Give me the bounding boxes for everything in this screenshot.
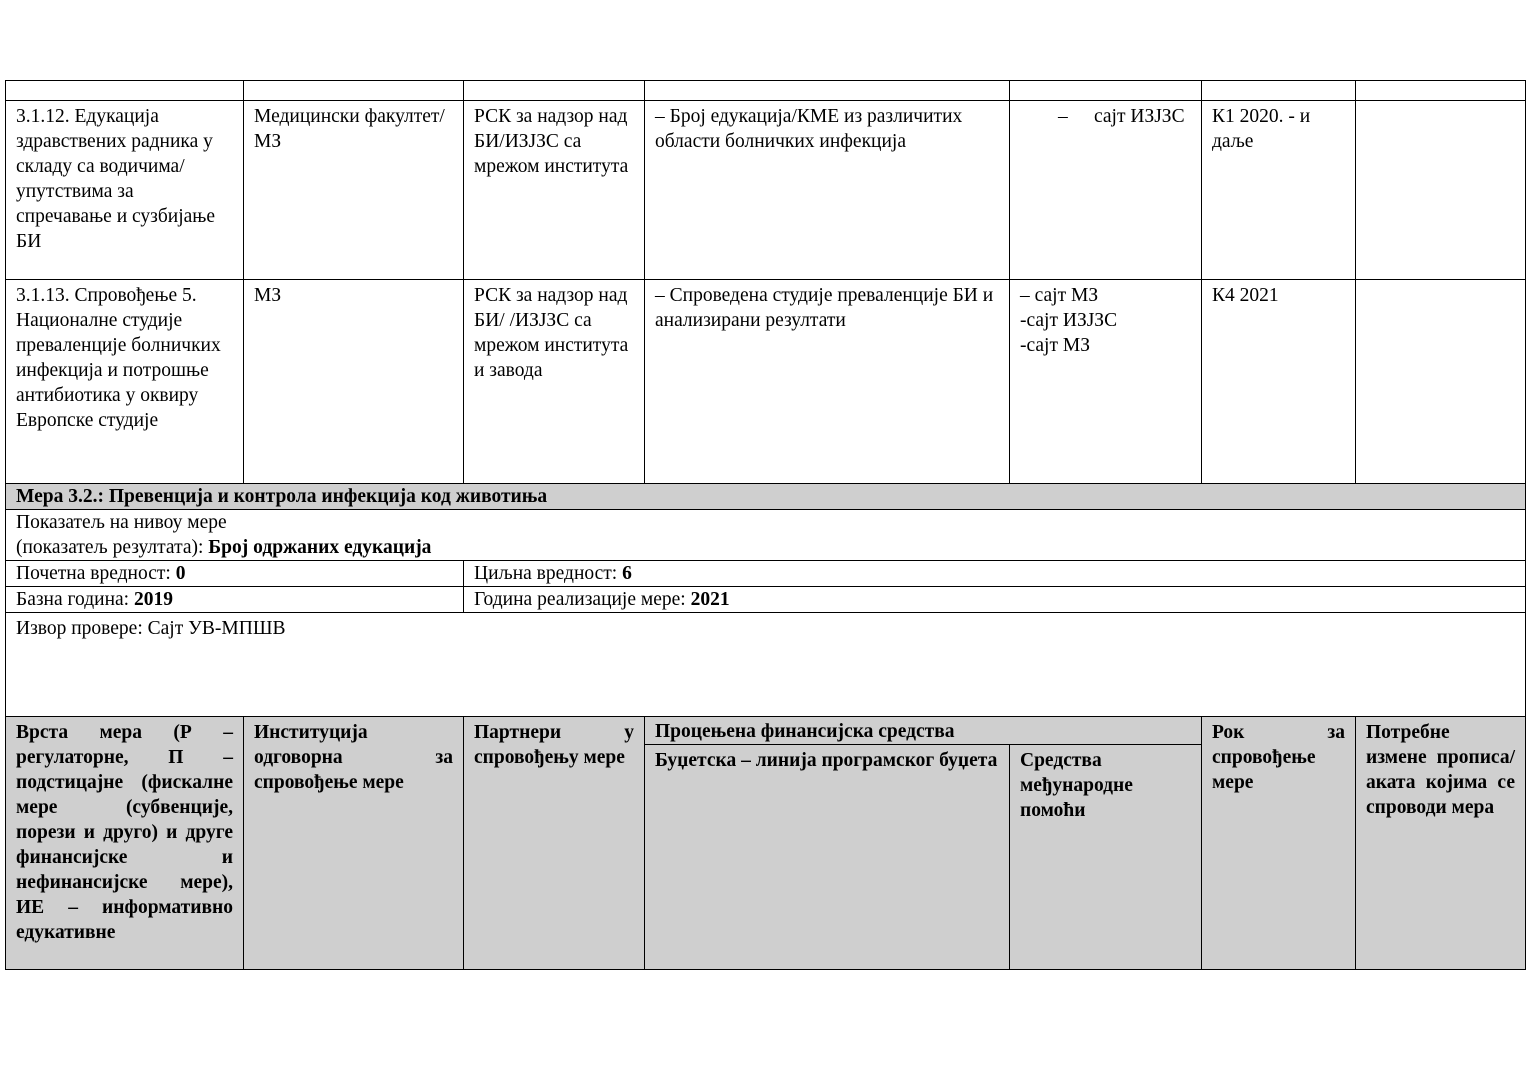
header-changes: Потребне измене прописа/аката којима се спроводи мера — [1356, 717, 1526, 970]
table-row — [6, 280, 1526, 484]
target-value: 6 — [622, 563, 632, 584]
realization-year-cell — [464, 587, 1526, 613]
indicator-label: Показатељ на нивоу мере — [16, 512, 227, 533]
start-value: 0 — [175, 563, 186, 584]
start-label: Почетна вредност: — [16, 563, 176, 584]
partners-cell: РСК за надзор над БИ/ИЗЈЗС са мрежом института — [464, 101, 645, 280]
source-cell — [1010, 101, 1202, 280]
source-cell: – сајт МЗ -сајт ИЗЈЗС -сајт МЗ — [1010, 280, 1202, 484]
verification-source: Извор провере: Сајт УВ-МПШВ — [6, 613, 1526, 717]
header-row — [6, 717, 1526, 745]
target-label: Циљна вредност: — [474, 563, 623, 584]
deadline-cell: К1 2020. - и даље — [1202, 101, 1356, 280]
changes-cell — [1356, 280, 1526, 484]
values-row — [6, 561, 1526, 587]
source-dash: – — [1058, 106, 1068, 127]
institution-cell: Медицински факултет/ МЗ — [244, 101, 464, 280]
indicator-row — [6, 510, 1526, 561]
indicator-value: Број одржаних едукација — [208, 537, 432, 558]
table-row — [6, 101, 1526, 280]
measure-cell: 3.1.12. Едукација здравствених радника у складу са водичима/упутствима за спречавање и сузбијање БИ — [6, 101, 244, 280]
header-budget: Буџетска – линија програмског буџета — [645, 745, 1010, 970]
indicator-line — [16, 535, 1515, 560]
verification-row — [6, 613, 1526, 717]
indicator-cell: – Спроведена студије преваленције БИ и анализирани резултати — [645, 280, 1010, 484]
indicator-cell: – Број едукација/КМЕ из различитих области болничких инфекција — [645, 101, 1010, 280]
measure-cell: 3.1.13. Спровођење 5. Националне студије преваленције болничких инфекција и потрошње антибиотика у оквиру Европске студије — [6, 280, 244, 484]
document-page — [5, 80, 1525, 970]
header-international: Средства међународне помоћи — [1010, 745, 1202, 970]
base-year-label: Базна година: — [16, 589, 134, 610]
measure-title-row — [6, 484, 1526, 510]
changes-cell — [1356, 101, 1526, 280]
header-funds: Процењена финансијска средства — [645, 717, 1202, 745]
base-year-cell — [6, 587, 464, 613]
institution-cell: МЗ — [244, 280, 464, 484]
header-deadline: Рок за спровођење мере — [1202, 717, 1356, 970]
header-type: Врста мера (Р – регулаторне, П – подстицајне (фискалне мере (субвенције, порези и друго) и друге финансијске и нефинансијске мере), ИЕ – информативно едукативне — [6, 717, 244, 970]
base-year-value: 2019 — [133, 589, 173, 610]
start-value-cell — [6, 561, 464, 587]
partners-cell: РСК за надзор над БИ/ /ИЗЈЗС са мрежом института и завода — [464, 280, 645, 484]
header-institution: Институција одговорна за спровођење мере — [244, 717, 464, 970]
indicator-cell — [6, 510, 1526, 561]
source-text: сајт ИЗЈЗС — [1094, 106, 1185, 127]
years-row — [6, 587, 1526, 613]
deadline-cell: К4 2021 — [1202, 280, 1356, 484]
indicator-label-2: (показатељ резултата): — [16, 537, 209, 558]
realization-year-value: 2021 — [690, 589, 730, 610]
measure-title: Мера 3.2.: Превенција и контрола инфекција код животиња — [6, 484, 1526, 510]
measures-table — [5, 80, 1526, 970]
target-value-cell — [464, 561, 1526, 587]
header-partners: Партнери у спровођењу мере — [464, 717, 645, 970]
realization-year-label: Година реализације мере: — [474, 589, 691, 610]
empty-top-row — [6, 81, 1526, 101]
